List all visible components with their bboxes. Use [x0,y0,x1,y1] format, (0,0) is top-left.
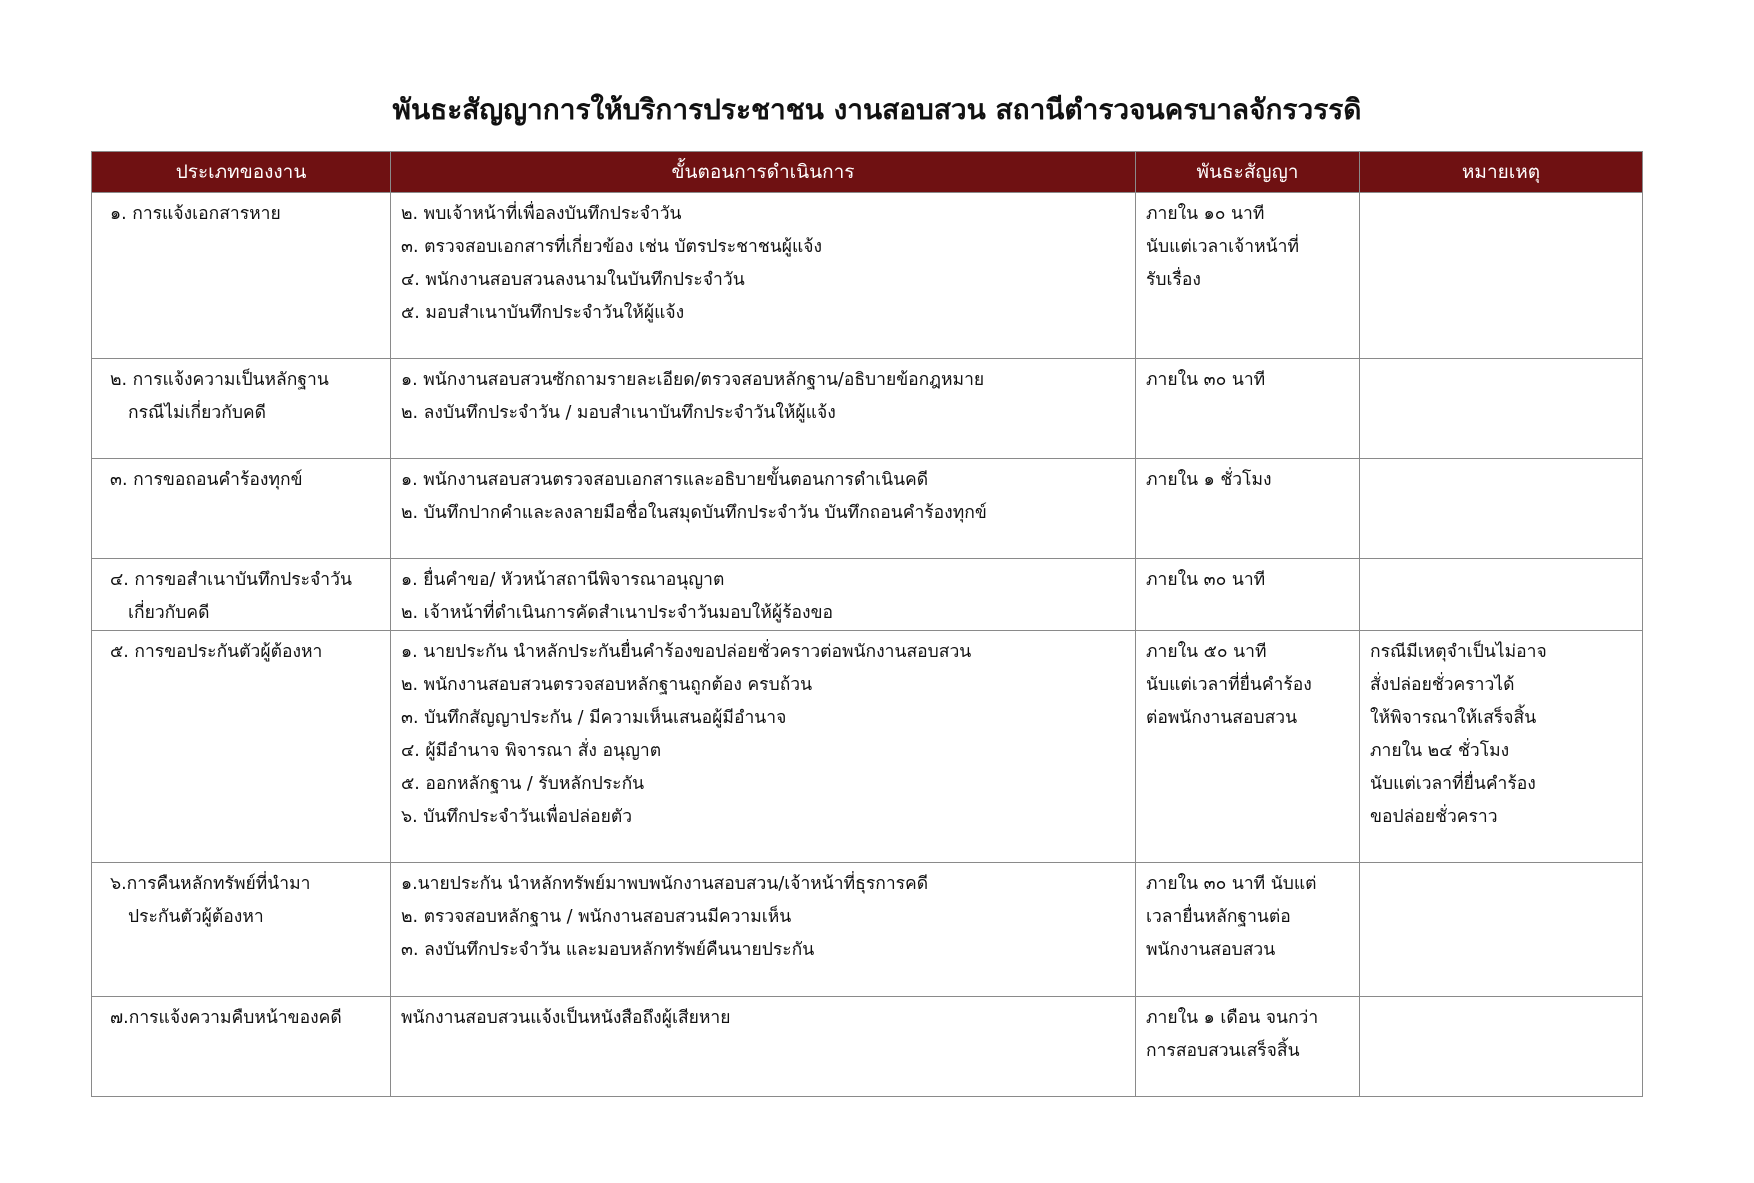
remark-line: กรณีมีเหตุจำเป็นไม่อาจ [1370,642,1547,662]
procedure-step: ๓. ตรวจสอบเอกสารที่เกี่ยวข้อง เช่น บัตรประชาชนผู้แจ้ง [401,237,823,257]
work-type-line: ๗.การแจ้งความคืบหน้าของคดี [110,1008,342,1028]
table-row [92,193,1643,359]
procedure-step: ๓. ลงบันทึกประจำวัน และมอบหลักทรัพย์คืนนายประกัน [401,940,815,960]
work-type-cell [92,359,391,459]
commitment-cell [1136,559,1360,631]
procedure-step: ๑. พนักงานสอบสวนซักถามรายละเอียด/ตรวจสอบหลักฐาน/อธิบายข้อกฎหมาย [401,370,985,390]
table-row [92,559,1643,631]
remark-cell [1360,631,1643,863]
table-body [92,193,1643,1097]
header-commitment: พันธะสัญญา [1136,152,1360,193]
work-type-line: ๖.การคืนหลักทรัพย์ที่นำมา [110,874,311,894]
commitment-line: ภายใน ๑ ชั่วโมง [1146,470,1272,490]
procedure-step: ๒. พบเจ้าหน้าที่เพื่อลงบันทึกประจำวัน [401,204,682,224]
procedure-step: ๖. บันทึกประจำวันเพื่อปล่อยตัว [401,807,633,827]
procedure-step: ๓. บันทึกสัญญาประกัน / มีความเห็นเสนอผู้มีอำนาจ [401,708,787,728]
commitment-cell [1136,997,1360,1097]
procedure-step: ๔. ผู้มีอำนาจ พิจารณา สั่ง อนุญาต [401,741,662,761]
remark-line: ให้พิจารณาให้เสร็จสิ้น [1370,708,1537,728]
commitment-line: ภายใน ๑๐ นาที [1146,204,1265,224]
work-type-line: กรณีไม่เกี่ยวกับคดี [128,403,267,423]
remark-line: สั่งปล่อยชั่วคราวได้ [1370,675,1515,695]
remark-cell [1360,359,1643,459]
procedure-cell [391,559,1136,631]
procedure-step: ๑. พนักงานสอบสวนตรวจสอบเอกสารและอธิบายขั้นตอนการดำเนินคดี [401,470,929,490]
table-row [92,631,1643,863]
commitment-line: ต่อพนักงานสอบสวน [1146,708,1298,728]
page-title: พันธะสัญญาการให้บริการประชาชน งานสอบสวน สถานีตำรวจนครบาลจักรวรรดิ [392,93,1362,126]
header-procedure: ขั้นตอนการดำเนินการ [391,152,1136,193]
work-type-cell [92,997,391,1097]
commitment-line: การสอบสวนเสร็จสิ้น [1146,1041,1300,1061]
header-remark: หมายเหตุ [1360,152,1643,193]
table-row [92,997,1643,1097]
work-type-line: ประกันตัวผู้ต้องหา [128,907,264,927]
table-row [92,459,1643,559]
procedure-step: พนักงานสอบสวนแจ้งเป็นหนังสือถึงผู้เสียหาย [401,1008,731,1028]
work-type-cell [92,863,391,997]
commitment-line: ภายใน ๑ เดือน จนกว่า [1146,1008,1319,1028]
work-type-cell [92,559,391,631]
commitment-line: ภายใน ๓๐ นาที [1146,370,1266,390]
remark-line: ภายใน ๒๔ ชั่วโมง [1370,741,1510,761]
work-type-line: ๒. การแจ้งความเป็นหลักฐาน [110,370,329,390]
service-charter-table [91,151,1643,1097]
remark-cell [1360,459,1643,559]
commitment-line: รับเรื่อง [1146,270,1201,290]
work-type-cell [92,193,391,359]
commitment-line: ภายใน ๓๐ นาที [1146,570,1266,590]
work-type-line: ๔. การขอสำเนาบันทึกประจำวัน [110,570,352,590]
procedure-cell [391,863,1136,997]
work-type-line: ๕. การขอประกันตัวผู้ต้องหา [110,642,323,662]
procedure-step: ๒. ลงบันทึกประจำวัน / มอบสำเนาบันทึกประจำวันให้ผู้แจ้ง [401,403,836,423]
remark-cell [1360,193,1643,359]
procedure-step: ๑.นายประกัน นำหลักทรัพย์มาพบพนักงานสอบสวน/เจ้าหน้าที่ธุรการคดี [401,874,929,894]
commitment-cell [1136,631,1360,863]
procedure-step: ๒. บันทึกปากคำและลงลายมือชื่อในสมุดบันทึกประจำวัน บันทึกถอนคำร้องทุกข์ [401,503,987,523]
commitment-line: นับแต่เวลาเจ้าหน้าที่ [1146,237,1299,257]
procedure-cell [391,459,1136,559]
procedure-cell [391,359,1136,459]
procedure-step: ๒. ตรวจสอบหลักฐาน / พนักงานสอบสวนมีความเห็น [401,907,792,927]
procedure-step: ๑. นายประกัน นำหลักประกันยื่นคำร้องขอปล่อยชั่วคราวต่อพนักงานสอบสวน [401,642,972,662]
table-row [92,863,1643,997]
header-work-type: ประเภทของงาน [92,152,391,193]
commitment-line: ภายใน ๓๐ นาที นับแต่ [1146,874,1317,894]
work-type-line: ๓. การขอถอนคำร้องทุกข์ [110,470,303,490]
procedure-step: ๑. ยื่นคำขอ/ หัวหน้าสถานีพิจารณาอนุญาต [401,570,725,590]
commitment-cell [1136,459,1360,559]
table-row [92,359,1643,459]
procedure-cell [391,997,1136,1097]
remark-cell [1360,559,1643,631]
procedure-cell [391,193,1136,359]
procedure-step: ๔. พนักงานสอบสวนลงนามในบันทึกประจำวัน [401,270,745,290]
commitment-cell [1136,863,1360,997]
remark-cell [1360,997,1643,1097]
table-header-row [92,152,1643,193]
procedure-step: ๒. พนักงานสอบสวนตรวจสอบหลักฐานถูกต้อง ครบถ้วน [401,675,813,695]
procedure-step: ๒. เจ้าหน้าที่ดำเนินการคัดสำเนาประจำวันมอบให้ผู้ร้องขอ [401,603,834,623]
commitment-line: นับแต่เวลาที่ยื่นคำร้อง [1146,675,1312,695]
remark-line: ขอปล่อยชั่วคราว [1370,807,1498,827]
commitment-line: เวลายื่นหลักฐานต่อ [1146,907,1291,927]
procedure-step: ๕. มอบสำเนาบันทึกประจำวันให้ผู้แจ้ง [401,303,685,323]
commitment-cell [1136,193,1360,359]
work-type-line: เกี่ยวกับคดี [128,603,210,623]
commitment-line: พนักงานสอบสวน [1146,940,1276,960]
work-type-cell [92,631,391,863]
remark-cell [1360,863,1643,997]
procedure-step: ๕. ออกหลักฐาน / รับหลักประกัน [401,774,645,794]
commitment-cell [1136,359,1360,459]
remark-line: นับแต่เวลาที่ยื่นคำร้อง [1370,774,1536,794]
work-type-line: ๑. การแจ้งเอกสารหาย [110,204,281,224]
work-type-cell [92,459,391,559]
commitment-line: ภายใน ๕๐ นาที [1146,642,1267,662]
procedure-cell [391,631,1136,863]
